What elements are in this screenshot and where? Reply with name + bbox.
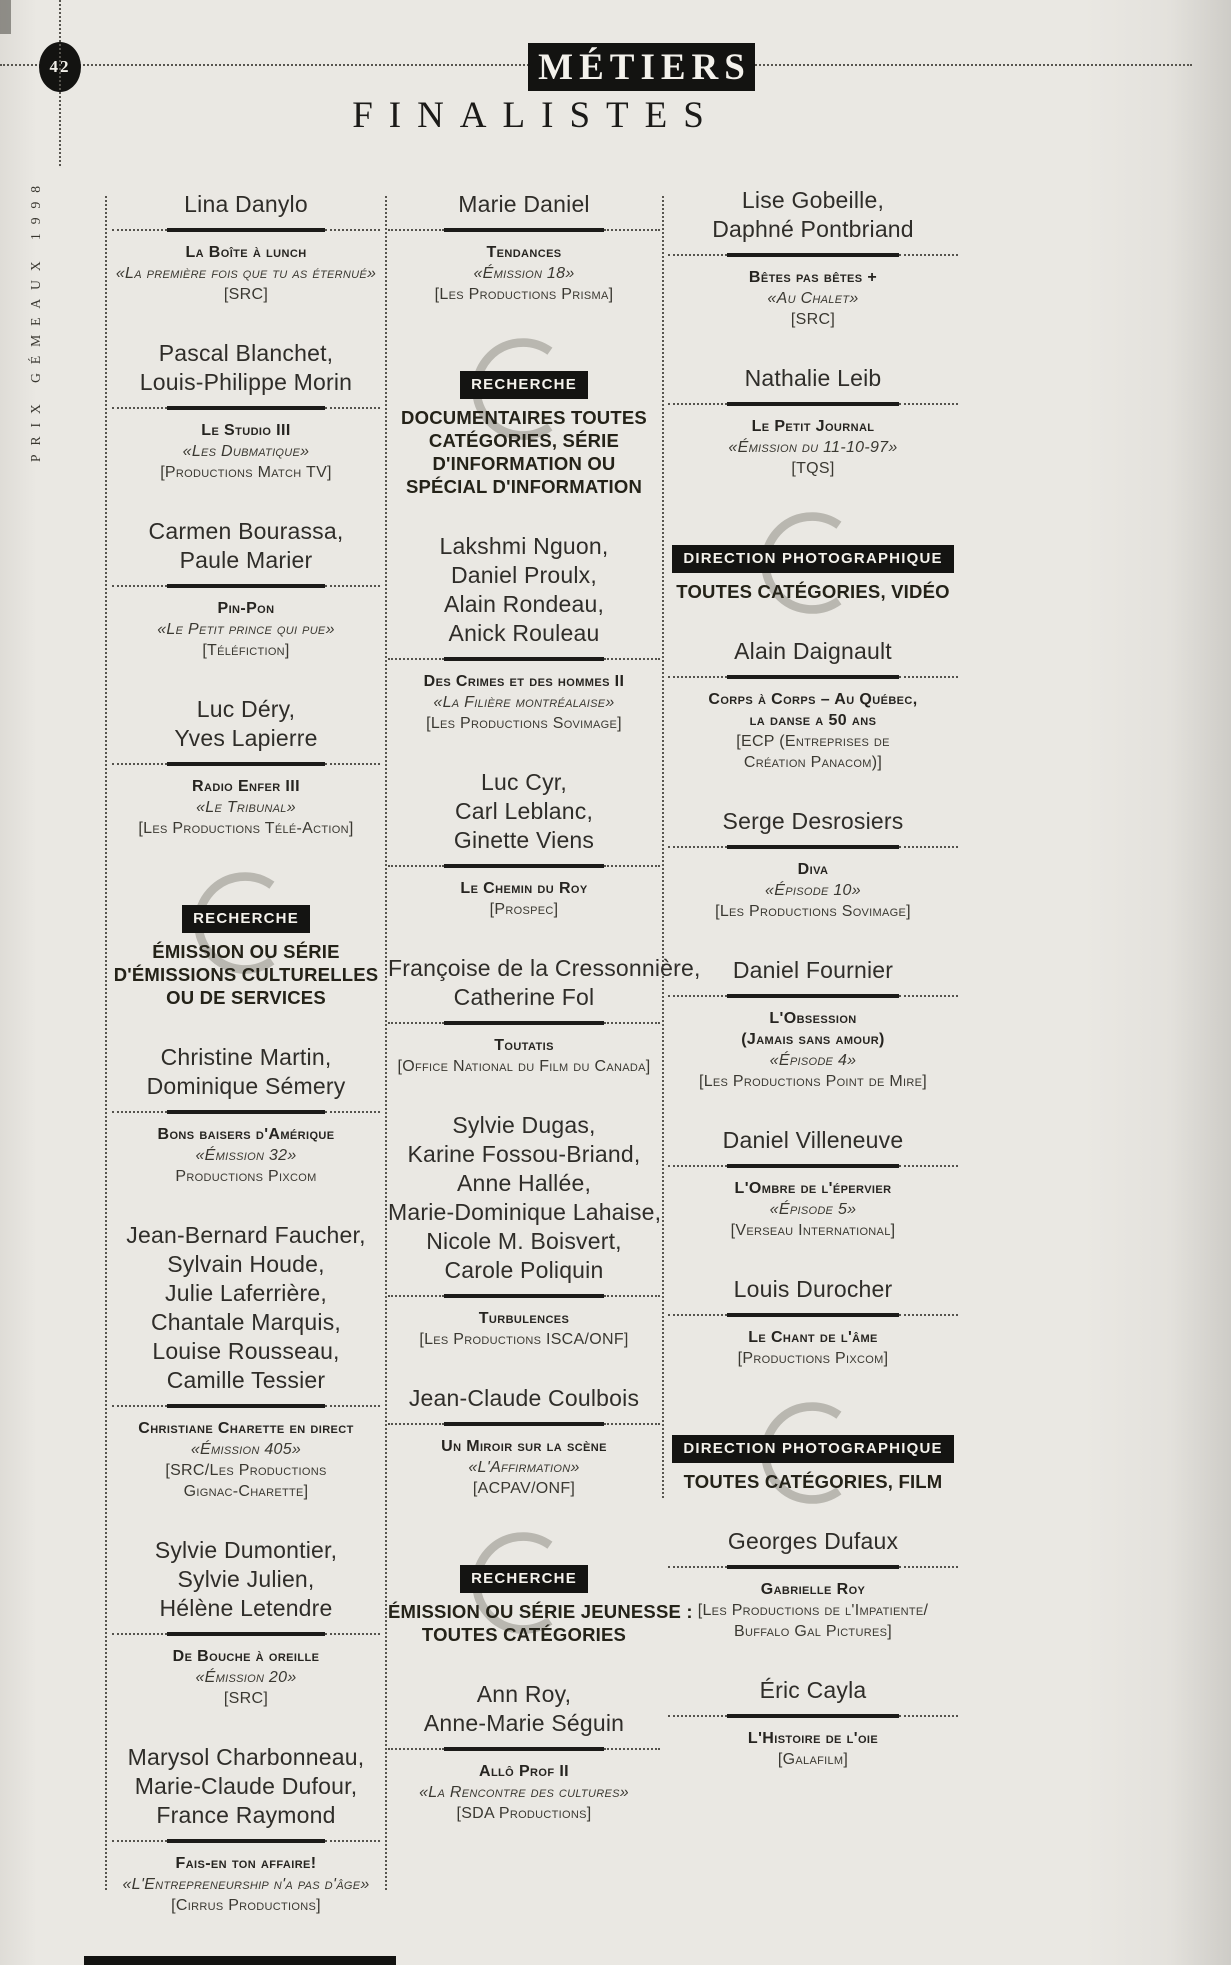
show-title-line: Le Chant de l'âme: [748, 1329, 878, 1346]
separator-bar: [727, 845, 898, 849]
category-heading-line: TOUTES CATÉGORIES: [421, 1624, 627, 1645]
finalist-name: Lise Gobeille,: [741, 187, 885, 213]
episode-line: «Les Dubmatique»: [182, 443, 310, 460]
page-number: 42: [49, 57, 71, 76]
finalist-entry: [112, 517, 380, 661]
producer-line: [TQS]: [791, 460, 835, 477]
separator-dots-left: [388, 658, 444, 660]
producer-line: [Les Productions Sovimage]: [715, 903, 911, 920]
finalist-name: Christine Martin,: [160, 1044, 332, 1070]
separator-dots-left: [388, 1423, 444, 1425]
finalist-name: Sylvie Julien,: [177, 1566, 315, 1592]
category-heading-line: ÉMISSION OU SÉRIE JEUNESSE :: [388, 1601, 693, 1622]
separator-bar: [167, 1632, 325, 1636]
column-2: [388, 190, 701, 1858]
category-label: DIRECTION PHOTOGRAPHIQUE: [672, 545, 953, 573]
separator-dots-left: [668, 254, 727, 256]
separator-bar: [727, 1565, 898, 1569]
category-heading-line: OU DE SERVICES: [166, 987, 326, 1008]
finalist-entry: [388, 1111, 660, 1350]
episode-line: «La Rencontre des cultures»: [419, 1784, 629, 1801]
show-title-line: (Jamais sans amour): [741, 1031, 885, 1048]
finalist-entry: [668, 1126, 958, 1241]
show-title-line: Corps à Corps – Au Québec,: [708, 691, 918, 708]
separator-dots-right: [899, 676, 958, 678]
separator-bar: [727, 994, 898, 998]
producer-line: [Les Productions Point de Mire]: [698, 1073, 928, 1090]
separator-bar: [727, 402, 898, 406]
finalist-name: Ann Roy,: [476, 1681, 572, 1707]
finalist-name: Marysol Charbonneau,: [127, 1744, 365, 1770]
separator-dots-right: [604, 229, 660, 231]
entry-separator: [388, 1421, 660, 1427]
category-label: RECHERCHE: [460, 1565, 588, 1593]
finalist-name: Julie Laferrière,: [165, 1280, 327, 1306]
producer-line: [Office National du Film du Canada]: [397, 1058, 651, 1075]
entry-separator: [668, 674, 958, 680]
entry-separator: [668, 993, 958, 999]
separator-dots-left: [112, 1111, 167, 1113]
producer-line: Création Panacom)]: [743, 754, 883, 771]
separator-dots-left: [112, 1840, 167, 1842]
finalist-name: Yves Lapierre: [174, 725, 318, 751]
entry-separator: [388, 863, 660, 869]
entry-separator: [668, 252, 958, 258]
entry-separator: [668, 1163, 958, 1169]
separator-dots-right: [899, 1165, 958, 1167]
scan-edge-artifact: [84, 1956, 396, 1965]
separator-bar: [444, 228, 604, 232]
finalist-name: Marie-Dominique Lahaise,: [388, 1199, 662, 1225]
scan-corner-artifact: [0, 0, 11, 34]
page-subtitle: FINALISTES: [352, 95, 720, 136]
episode-line: «Émission 18»: [473, 265, 575, 282]
separator-dots-left: [112, 763, 167, 765]
show-title-line: Le Studio III: [201, 422, 291, 439]
producer-line: [SRC/Les Productions: [165, 1462, 327, 1479]
separator-dots-right: [325, 585, 380, 587]
entry-separator: [668, 401, 958, 407]
finalist-name: Nathalie Leib: [744, 365, 882, 391]
finalist-name: Sylvie Dugas,: [452, 1112, 596, 1138]
producer-line: [ECP (Entreprises de: [736, 733, 890, 750]
entry-separator: [388, 1293, 660, 1299]
finalist-name: Marie-Claude Dufour,: [134, 1773, 358, 1799]
finalist-entry: [388, 1680, 660, 1824]
category-heading-line: DOCUMENTAIRES TOUTES: [401, 407, 647, 428]
episode-line: «Émission 20»: [195, 1669, 297, 1686]
producer-line: [SDA Productions]: [456, 1805, 592, 1822]
finalist-name: Alain Rondeau,: [443, 591, 605, 617]
entry-separator: [668, 1564, 958, 1570]
category-block: [388, 369, 660, 498]
producer-line: [Les Productions Prisma]: [434, 286, 614, 303]
show-title-line: De Bouche à oreille: [172, 1648, 320, 1665]
producer-line: [Les Productions de l'Impatiente/: [697, 1602, 929, 1619]
finalist-entry: [112, 1743, 380, 1916]
episode-line: «Le Tribunal»: [196, 799, 296, 816]
finalist-entry: [668, 1527, 958, 1642]
column-divider-1: [385, 196, 387, 1890]
finalist-name: Carl Leblanc,: [454, 798, 594, 824]
finalist-entry: [112, 1536, 380, 1709]
producer-line: [ACPAV/ONF]: [472, 1480, 576, 1497]
finalist-name: Françoise de la Cressonnière,: [388, 955, 701, 981]
finalist-entry: [668, 186, 958, 330]
separator-dots-right: [325, 1111, 380, 1113]
separator-dots-right: [604, 1022, 660, 1024]
finalist-name: Catherine Fol: [453, 984, 595, 1010]
episode-line: «Épisode 4»: [769, 1052, 857, 1069]
separator-dots-left: [112, 1633, 167, 1635]
show-title-line: Fais-en ton affaire!: [175, 1855, 317, 1872]
finalist-entry: [668, 807, 958, 922]
separator-dots-right: [325, 229, 380, 231]
producer-line: [Les Productions Télé-Action]: [138, 820, 354, 837]
category-heading-line: CATÉGORIES, SÉRIE: [428, 430, 620, 451]
finalist-entry: [388, 1384, 660, 1499]
finalist-name: Carole Poliquin: [444, 1257, 604, 1283]
entry-separator: [668, 844, 958, 850]
show-title-line: Un Miroir sur la scène: [441, 1438, 607, 1455]
producer-line: [SRC]: [223, 1690, 269, 1707]
finalist-name: Dominique Sémery: [146, 1073, 346, 1099]
separator-bar: [167, 228, 325, 232]
separator-bar: [167, 1839, 325, 1843]
separator-dots-left: [388, 229, 444, 231]
finalist-name: Jean-Bernard Faucher,: [126, 1222, 366, 1248]
producer-line: [Téléfiction]: [202, 642, 290, 659]
finalist-name: Louise Rousseau,: [152, 1338, 340, 1364]
separator-dots-right: [604, 1423, 660, 1425]
column-3: [668, 186, 958, 1804]
episode-line: «La Filière montréalaise»: [433, 694, 615, 711]
finalist-name: Karine Fossou-Briand,: [407, 1141, 641, 1167]
separator-bar: [167, 762, 325, 766]
episode-line: «Au Chalet»: [767, 290, 859, 307]
separator-dots-right: [604, 1748, 660, 1750]
separator-dots-right: [899, 254, 958, 256]
show-title-line: Turbulences: [478, 1310, 570, 1327]
finalist-name: Anne-Marie Séguin: [423, 1710, 625, 1736]
sidebar-dotted-line: [59, 0, 61, 166]
show-title-line: Le Chemin du Roy: [460, 880, 588, 897]
separator-dots-right: [604, 658, 660, 660]
separator-dots-left: [668, 403, 727, 405]
category-block: [388, 1563, 693, 1646]
separator-dots-right: [604, 865, 660, 867]
separator-bar: [444, 1747, 604, 1751]
category-block: [112, 903, 380, 1009]
producer-line: [Productions Match TV]: [160, 464, 332, 481]
category-block: [668, 543, 958, 603]
show-title-line: La Boîte à lunch: [185, 244, 307, 261]
separator-bar: [167, 1404, 325, 1408]
separator-bar: [727, 1714, 898, 1718]
separator-bar: [444, 657, 604, 661]
show-title-line: Radio Enfer III: [192, 778, 300, 795]
finalist-name: Daniel Proulx,: [451, 562, 597, 588]
finalist-entry: [388, 954, 701, 1077]
finalist-entry: [112, 1043, 380, 1187]
episode-line: «Émission du 11-10-97»: [728, 439, 898, 456]
separator-dots-left: [112, 585, 167, 587]
category-heading-line: TOUTES CATÉGORIES, VIDÉO: [676, 581, 950, 602]
show-title-line: L'Histoire de l'oie: [747, 1730, 879, 1747]
finalist-name: Chantale Marquis,: [150, 1309, 342, 1335]
finalist-name: Serge Desrosiers: [722, 808, 904, 834]
finalist-name: Louis-Philippe Morin: [139, 369, 353, 395]
finalist-name: Anick Rouleau: [448, 620, 600, 646]
entry-separator: [668, 1312, 958, 1318]
column-divider-2: [662, 196, 664, 1498]
separator-bar: [444, 1021, 604, 1025]
separator-bar: [444, 1422, 604, 1426]
separator-dots-left: [388, 1748, 444, 1750]
category-label: RECHERCHE: [460, 371, 588, 399]
entry-separator: [112, 1109, 380, 1115]
separator-dots-left: [388, 1022, 444, 1024]
separator-dots-right: [325, 1840, 380, 1842]
episode-line: «L'Entrepreneurship n'a pas d'âge»: [122, 1876, 370, 1893]
category-heading-line: TOUTES CATÉGORIES, FILM: [683, 1471, 943, 1492]
category-heading-line: ÉMISSION OU SÉRIE: [152, 941, 340, 962]
finalist-entry: [388, 190, 660, 305]
separator-dots-left: [668, 995, 727, 997]
finalist-entry: [388, 532, 660, 734]
separator-dots-left: [388, 865, 444, 867]
finalist-name: Alain Daignault: [734, 638, 892, 664]
episode-line: «Épisode 10»: [765, 882, 861, 899]
separator-dots-right: [899, 403, 958, 405]
entry-separator: [112, 1631, 380, 1637]
finalist-entry: [668, 1275, 958, 1369]
producer-line: Gignac-Charette]: [183, 1483, 309, 1500]
finalist-entry: [668, 956, 958, 1092]
show-title-line: Diva: [797, 861, 829, 878]
producer-line: [Les Productions Sovimage]: [426, 715, 622, 732]
finalist-name: Nicole M. Boisvert,: [426, 1228, 622, 1254]
finalist-entry: [668, 364, 958, 479]
sidebar-edition-text: PRIX GÉMEAUX 1998: [28, 176, 43, 462]
separator-dots-right: [899, 995, 958, 997]
show-title-line: L'Ombre de l'épervier: [734, 1180, 892, 1197]
entry-separator: [388, 227, 660, 233]
entry-separator: [388, 1020, 660, 1026]
separator-dots-left: [112, 229, 167, 231]
separator-dots-left: [112, 407, 167, 409]
separator-dots-left: [388, 1295, 444, 1297]
separator-dots-right: [604, 1295, 660, 1297]
show-title-line: Bêtes pas bêtes +: [748, 269, 878, 286]
producer-line: Productions Pixcom: [175, 1168, 317, 1185]
show-title-line: Christiane Charette en direct: [138, 1420, 354, 1437]
entry-separator: [112, 227, 380, 233]
producer-line: [Verseau International]: [730, 1222, 896, 1239]
finalist-name: Lina Danylo: [184, 191, 308, 217]
finalist-name: Marie Daniel: [458, 191, 590, 217]
separator-dots-left: [668, 1566, 727, 1568]
entry-separator: [112, 761, 380, 767]
separator-bar: [727, 675, 898, 679]
show-title-line: Allô Prof II: [478, 1763, 570, 1780]
separator-dots-left: [112, 1405, 167, 1407]
category-heading-line: D'ÉMISSIONS CULTURELLES: [113, 964, 379, 985]
entry-separator: [388, 656, 660, 662]
producer-line: Buffalo Gal Pictures]: [734, 1623, 892, 1640]
column-left-dotted-rule: [105, 196, 107, 1890]
separator-dots-left: [668, 846, 727, 848]
entry-separator: [112, 1403, 380, 1409]
episode-line: «La première fois que tu as éternué»: [115, 265, 377, 282]
category-block: [668, 1433, 958, 1493]
separator-dots-right: [325, 1633, 380, 1635]
separator-bar: [727, 1313, 898, 1317]
separator-bar: [167, 406, 325, 410]
finalist-name: Luc Déry,: [196, 696, 296, 722]
show-title-line: Bons baisers d'Amérique: [157, 1126, 335, 1143]
finalist-name: Sylvain Houde,: [167, 1251, 325, 1277]
producer-line: [SRC]: [223, 286, 269, 303]
show-title-line: Pin-Pon: [217, 600, 275, 617]
episode-line: «Émission 405»: [190, 1441, 302, 1458]
finalist-name: Hélène Letendre: [159, 1595, 333, 1621]
page-title-box: [528, 43, 755, 91]
entry-separator: [668, 1713, 958, 1719]
finalist-entry: [668, 637, 958, 773]
category-label: RECHERCHE: [182, 905, 310, 933]
finalist-entry: [112, 339, 380, 483]
finalist-name: Luc Cyr,: [481, 769, 567, 795]
show-title-line: L'Obsession: [769, 1010, 857, 1027]
category-heading-line: SPÉCIAL D'INFORMATION: [405, 476, 643, 497]
separator-bar: [167, 1110, 325, 1114]
finalist-name: Carmen Bourassa,: [148, 518, 344, 544]
separator-dots-right: [325, 407, 380, 409]
column-1: [112, 190, 380, 1950]
entry-separator: [112, 405, 380, 411]
finalist-name: Lakshmi Nguon,: [439, 533, 609, 559]
finalist-entry: [112, 190, 380, 305]
producer-line: [Les Productions ISCA/ONF]: [419, 1331, 629, 1348]
finalist-name: Pascal Blanchet,: [158, 340, 334, 366]
entry-separator: [388, 1746, 660, 1752]
category-heading-line: D'INFORMATION OU: [432, 453, 616, 474]
separator-bar: [727, 253, 898, 257]
separator-dots-left: [668, 1715, 727, 1717]
finalist-name: Camille Tessier: [166, 1367, 326, 1393]
category-label: DIRECTION PHOTOGRAPHIQUE: [672, 1435, 953, 1463]
episode-line: «Le Petit prince qui pue»: [157, 621, 335, 638]
producer-line: [Cirrus Productions]: [171, 1897, 321, 1914]
separator-dots-left: [668, 676, 727, 678]
page-title: MÉTIERS: [538, 46, 751, 88]
separator-dots-right: [899, 1314, 958, 1316]
finalist-name: Ginette Viens: [453, 827, 595, 853]
finalist-entry: [112, 1221, 380, 1502]
show-title-line: Le Petit Journal: [751, 418, 875, 435]
show-title-line: Gabrielle Roy: [760, 1581, 866, 1598]
producer-line: [Productions Pixcom]: [737, 1350, 889, 1367]
episode-line: «Épisode 5»: [769, 1201, 857, 1218]
entry-separator: [112, 583, 380, 589]
finalist-name: Georges Dufaux: [727, 1528, 899, 1554]
episode-line: «Émission 32»: [195, 1147, 297, 1164]
show-title-line: la danse a 50 ans: [749, 712, 877, 729]
producer-line: [Prospec]: [489, 901, 559, 918]
finalist-name: Paule Marier: [179, 547, 313, 573]
finalist-name: Daniel Fournier: [732, 957, 894, 983]
finalist-name: Anne Hallée,: [456, 1170, 592, 1196]
separator-dots-right: [325, 1405, 380, 1407]
producer-line: [Galafilm]: [777, 1751, 849, 1768]
finalist-name: Jean-Claude Coulbois: [408, 1385, 640, 1411]
separator-bar: [444, 1294, 604, 1298]
separator-dots-left: [668, 1165, 727, 1167]
separator-dots-right: [899, 1715, 958, 1717]
separator-bar: [167, 584, 325, 588]
show-title-line: Des Crimes et des hommes II: [423, 673, 625, 690]
finalist-name: Daniel Villeneuve: [722, 1127, 904, 1153]
finalist-name: Louis Durocher: [733, 1276, 893, 1302]
separator-dots-left: [668, 1314, 727, 1316]
separator-dots-right: [899, 1566, 958, 1568]
finalist-entry: [112, 695, 380, 839]
separator-bar: [444, 864, 604, 868]
finalist-entry: [668, 1676, 958, 1770]
show-title-line: Toutatis: [494, 1037, 554, 1054]
separator-dots-right: [325, 763, 380, 765]
finalist-name: Éric Cayla: [759, 1677, 867, 1703]
finalist-name: France Raymond: [156, 1802, 336, 1828]
finalist-name: Daphné Pontbriand: [712, 216, 914, 242]
finalist-name: Sylvie Dumontier,: [154, 1537, 338, 1563]
show-title-line: Tendances: [486, 244, 562, 261]
separator-bar: [727, 1164, 898, 1168]
producer-line: [SRC]: [790, 311, 836, 328]
episode-line: «L'Affirmation»: [468, 1459, 580, 1476]
finalist-entry: [388, 768, 660, 920]
entry-separator: [112, 1838, 380, 1844]
separator-dots-right: [899, 846, 958, 848]
